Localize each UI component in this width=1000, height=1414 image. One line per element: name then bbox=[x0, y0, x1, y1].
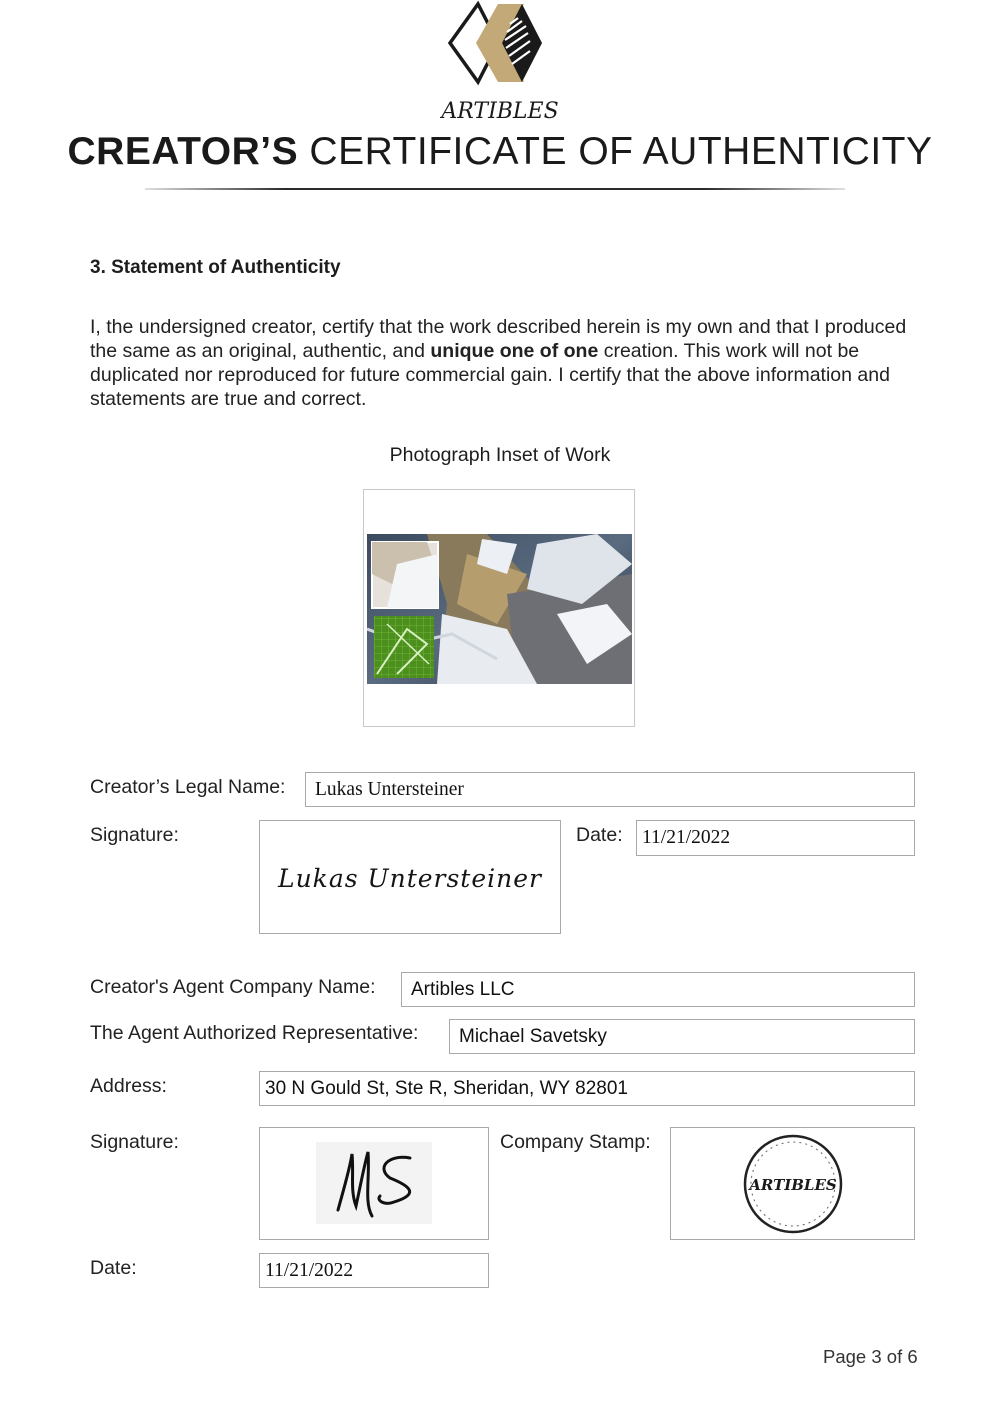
inset-caption: Photograph Inset of Work bbox=[389, 444, 611, 466]
title-bold: CREATOR’S bbox=[67, 130, 299, 173]
creator-signature-text: Lukas Untersteiner bbox=[277, 864, 543, 893]
agent-signature-label: Signature: bbox=[90, 1131, 179, 1153]
creator-signature-label: Signature: bbox=[90, 824, 179, 846]
statement-text-1: I, the undersigned creator, certify that the work described herein is my own and that I produced the same as an original, authentic, and bbox=[90, 316, 907, 362]
statement-emphasis: unique one of one bbox=[430, 340, 599, 362]
logo-wordmark: ARTIBLES bbox=[441, 99, 559, 124]
page-number: Page 3 of 6 bbox=[823, 1346, 918, 1367]
agent-representative-label: The Agent Authorized Representative: bbox=[90, 1022, 419, 1044]
agent-company-label: Creator's Agent Company Name: bbox=[90, 976, 376, 998]
statement-text-2: creation. This work will not be duplicated nor reproduced for future commercial gain. I certify that the above information and statements are true and correct. bbox=[90, 340, 890, 410]
address-label: Address: bbox=[90, 1075, 167, 1097]
section-heading: 3. Statement of Authenticity bbox=[90, 257, 341, 278]
title-rest: CERTIFICATE OF AUTHENTICITY bbox=[298, 130, 933, 173]
title-divider bbox=[145, 188, 845, 190]
certificate-title bbox=[0, 130, 1000, 174]
agent-company-field[interactable]: Artibles LLC bbox=[401, 972, 915, 1007]
stamp-wordmark: ARTIBLES bbox=[749, 1176, 837, 1194]
company-stamp-image bbox=[671, 1128, 914, 1239]
creator-signature-image bbox=[260, 821, 560, 933]
artwork-photograph bbox=[367, 534, 632, 684]
company-stamp-label: Company Stamp: bbox=[500, 1131, 651, 1153]
creator-date-label: Date: bbox=[576, 824, 623, 846]
agent-signature-image bbox=[260, 1128, 488, 1239]
creator-legal-name-field[interactable]: Lukas Untersteiner bbox=[305, 772, 915, 807]
company-stamp-box[interactable] bbox=[670, 1127, 915, 1240]
creator-legal-name-label: Creator’s Legal Name: bbox=[90, 776, 286, 798]
agent-representative-field[interactable]: Michael Savetsky bbox=[449, 1019, 915, 1054]
authenticity-statement bbox=[90, 315, 910, 411]
agent-date-label: Date: bbox=[90, 1257, 137, 1279]
creator-date-field[interactable]: 11/21/2022 bbox=[636, 820, 915, 856]
agent-signature-box[interactable] bbox=[259, 1127, 489, 1240]
address-field[interactable]: 30 N Gould St, Ste R, Sheridan, WY 82801 bbox=[259, 1071, 915, 1106]
artibles-logo bbox=[440, 0, 560, 125]
creator-signature-box[interactable] bbox=[259, 820, 561, 934]
agent-date-field[interactable]: 11/21/2022 bbox=[259, 1253, 489, 1288]
